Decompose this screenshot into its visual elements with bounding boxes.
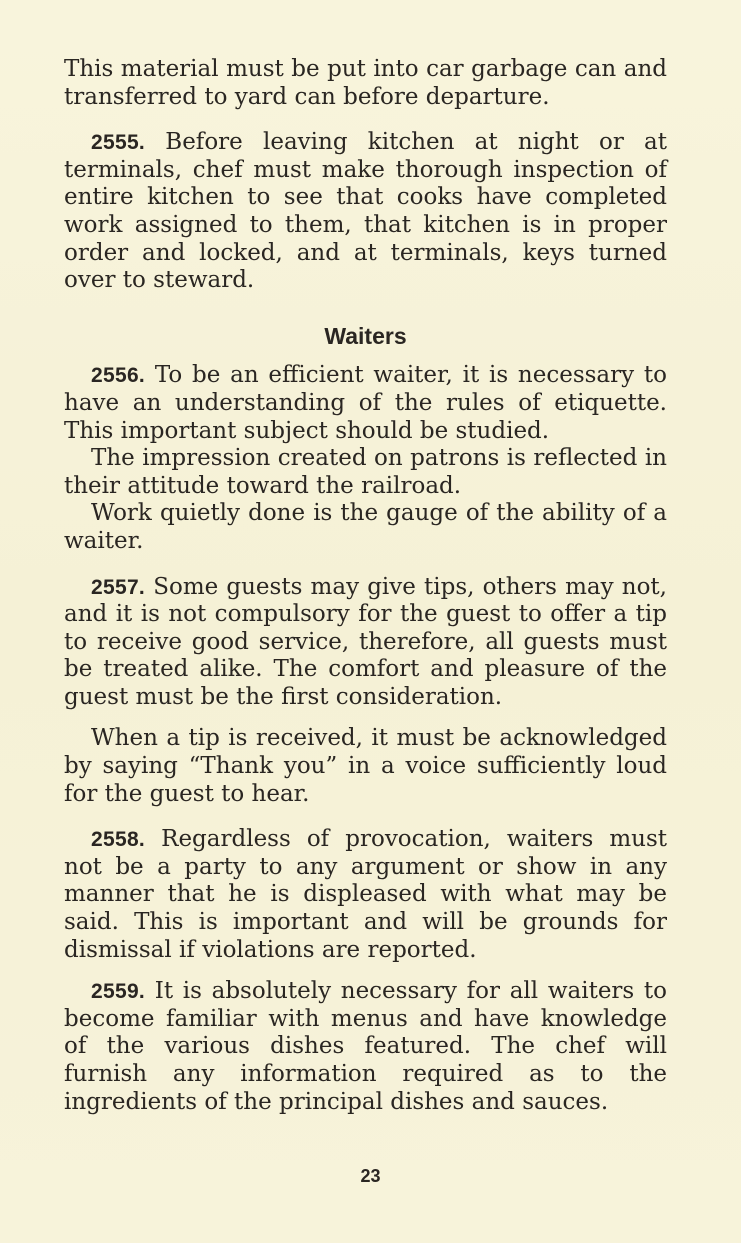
rule-2557-followup-1 [64,725,667,808]
page-content [64,56,667,1116]
rule-2558-number: 2558. [91,828,146,852]
rule-2558-text: Regardless of provocation, waiters must not be a party to any argument or show in any manner that he is displeased with what may be said. This is important and will be grounds for dismissal if violations are reported. [64,826,668,963]
rule-2556-text: To be an efficient waiter, it is necessary to have an understanding of the rules of etiquette. This important subject should be studied. [64,362,667,444]
rule-2559-text: It is absolutely necessary for all waiters to become familiar with menus and have knowledge of the various dishes featured. The chef will furnish any information required as to the ingredients of the principal dishes and sauces. [64,978,667,1115]
rule-2556-followup-2-text: Work quietly done is the gauge of the ability of a waiter. [64,500,667,554]
rule-2556-paragraph [64,362,667,445]
rule-2559-number: 2559. [91,980,146,1004]
intro-paragraph [64,56,667,111]
rule-2557-followup-1-text: When a tip is received, it must be acknowledged by saying “Thank you” in a voice sufficiently loud for the guest to hear. [64,725,667,807]
page-number: 23 [360,1166,381,1186]
rule-2558-paragraph [64,826,667,964]
rule-2556-followup-1 [64,445,667,500]
intro-paragraph-text: This material must be put into car garbage can and transferred to yard can before departure. [64,56,667,110]
rule-2557-paragraph [64,574,667,712]
rule-2555-text: Before leaving kitchen at night or at terminals, chef must make thorough inspection of entire kitchen to see that cooks have completed work assigned to them, that kitchen is in proper order and locked, and at terminals, keys turned over to steward. [64,129,668,294]
rule-2555-number: 2555. [91,131,146,155]
rule-2557-text: Some guests may give tips, others may not, and it is not compulsory for the guest to offer a tip to receive good service, therefore, all guests must be treated alike. The comfort and pleasure of the guest must be the first consideration. [64,573,667,710]
rule-2556-number: 2556. [91,364,146,388]
rule-2559-paragraph [64,978,667,1116]
rule-2556-followup-2 [64,500,667,555]
rule-2556-followup-1-text: The impression created on patrons is reflected in their attitude toward the railroad. [64,445,667,499]
rule-2555-paragraph [64,129,667,295]
rule-2557-number: 2557. [91,575,146,599]
section-heading-waiters: Waiters [324,322,407,349]
